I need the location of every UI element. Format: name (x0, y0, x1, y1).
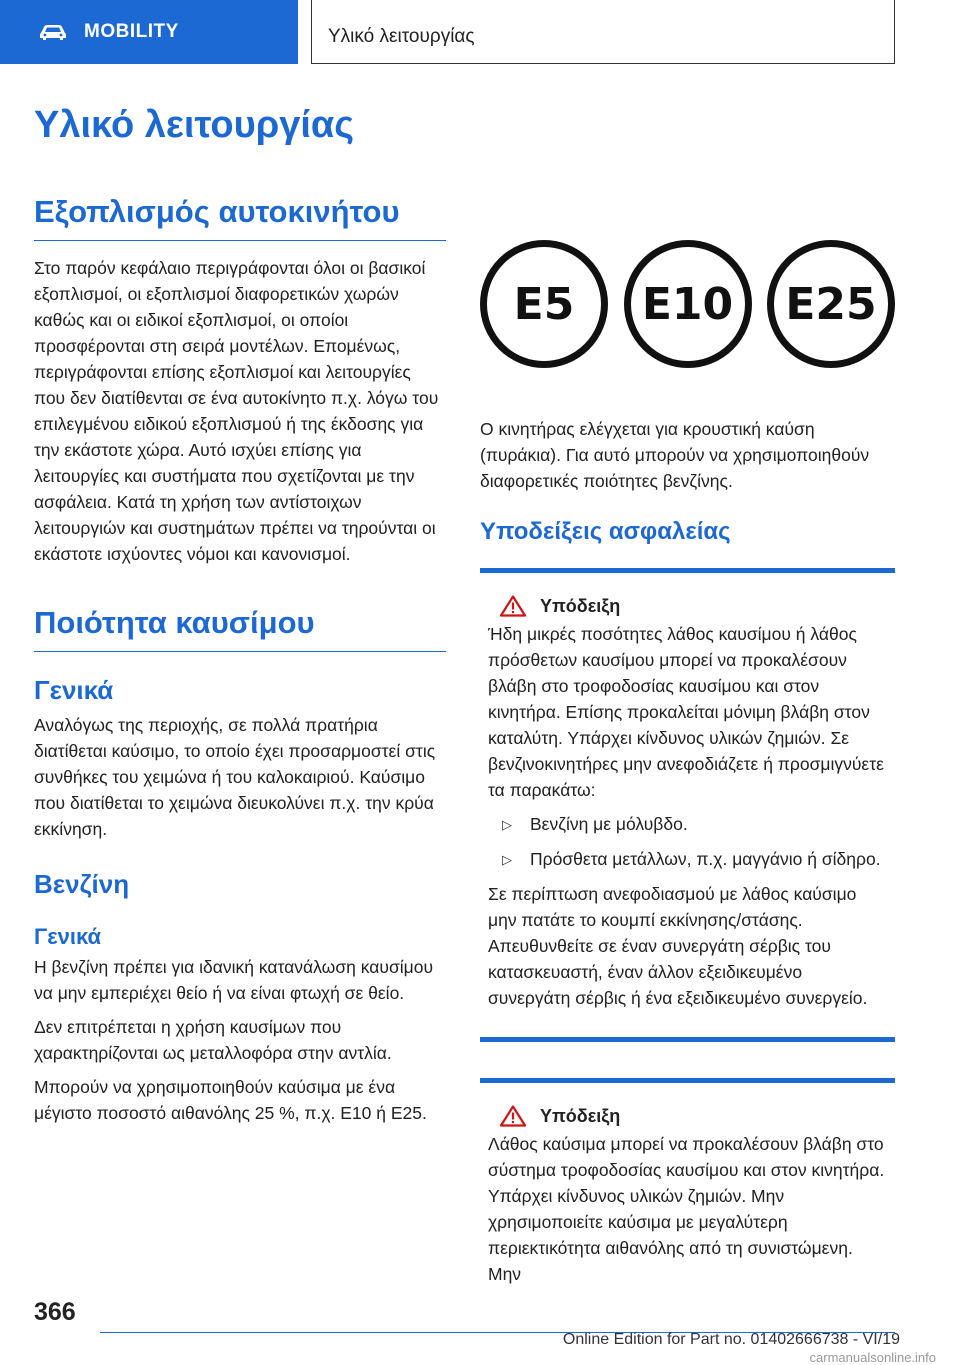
vehicle-equipment-text: Στο παρόν κεφάλαιο περιγράφονται όλοι οι βασικοί εξοπλισμοί, οι εξοπλισμοί διαφορετικών χωρών καθώς και οι ειδικοί εξοπλισμοί, οι οποίοι προσφέρονται στη σειρά μοντέλων. Επομένως, περιγράφονται επίσης εξοπλισμοί και λειτουργίες που δεν διατίθενται σε ένα αυτοκίνητο π.χ. λόγω του επιλεγμένου ειδικού εξοπλισμού ή της έκδοσης για την εκάστοτε χώρα. Αυτό ισχύει επίσης για λειτουργίες και συστήματα που σχετίζονται με την ασφάλεια. Κατά τη χρήση των αντίστοιχων λειτουργιών και συστημάτων πρέπει να τηρούνται οι εκάστοτε ισχύοντες νόμοι και κανονισμοί. (34, 258, 439, 564)
list-item: ▷ Βενζίνη με μόλυβδο. (502, 811, 887, 838)
page-number: 366 (34, 1298, 76, 1326)
warning-1-action-text: Σε περίπτωση ανεφοδιασμού με λάθος καύσιμο μην πατάτε το κουμπί εκκίνησης/στάσης. Απευθυνθείτε σε έναν συνεργάτη σέρβις του κατασκευαστή, έναν άλλον εξειδικευμένο συνεργάτη σέρβις ή ένα εξειδικευμένο συνεργείο. (488, 884, 868, 1008)
petrol-ethanol-text: Μπορούν να χρησιμοποιηθούν καύσιμα με ένα μέγιστο ποσοστό αιθανόλης 25 %, π.χ. E10 ή E25. (34, 1077, 427, 1123)
warning-2-title: Υπόδειξη (540, 1105, 621, 1126)
subheading-petrol: Βενζίνη (34, 869, 130, 899)
warning-triangle-icon (500, 1105, 526, 1127)
warning-box-1 (480, 568, 895, 1042)
left-column (34, 192, 446, 1134)
page-title: Υλικό λειτουργίας (34, 104, 355, 146)
section-title-vehicle-equipment: Εξοπλισμός αυτοκινήτου (34, 192, 446, 241)
footer-site-link[interactable]: carmanualsonline.info (809, 1350, 936, 1365)
triangle-bullet-icon: ▷ (502, 817, 512, 832)
warning-1-text: Ήδη μικρές ποσότητες λάθος καυσίμου ή λάθος πρόσθετων καυσίμου μπορεί να προκαλέσουν βλάβη στο τροφοδοσίας καυσίμου και στον κινητήρα. Επίσης προκαλείται μόνιμη βλάβη στον καταλύτη. Υπάρχει κίνδυνος υλικών ζημιών. Σε βενζινοκινητήρες μην ανεφοδιάζετε ή προσμιγνύετε τα παρακάτω: (488, 624, 884, 800)
car-icon (38, 23, 68, 41)
footer-edition: Online Edition for Part no. 01402666738 - VI/19 (562, 1331, 900, 1348)
list-item: ▷ Πρόσθετα μετάλλων, π.χ. μαγγάνιο ή σίδηρο. (502, 846, 887, 873)
petrol-metal-text: Δεν επιτρέπεται η χρήση καυσίμων που χαρακτηρίζονται ως μεταλλοφόρα στην αντλία. (34, 1017, 392, 1063)
header-section-title: Υλικό λειτουργίας (311, 0, 895, 64)
triangle-bullet-icon: ▷ (502, 852, 512, 867)
fuel-general-text: Αναλόγως της περιοχής, σε πολλά πρατήρια διατίθεται καύσιμο, το οποίο έχει προσαρμοστεί στις συνθήκες του χειμώνα ή του καλοκαιριού. Καύσιμο που διατίθεται το χειμώνα διευκολύνει π.χ. την κρύα εκκίνηση. (34, 715, 436, 839)
fuel-badge-e25: E25 (767, 240, 895, 368)
right-column (480, 192, 895, 1284)
fuel-badge-e5: E5 (480, 240, 608, 368)
knock-control-text: Ο κινητήρας ελέγχεται για κρουστική καύση (πυράκια). Για αυτό μπορούν να χρησιμοποιηθούν διαφορετικές ποιότητες βενζίνης. (480, 419, 870, 491)
warning-1-list (502, 811, 887, 873)
header-tab-label: MOBILITY (84, 21, 179, 42)
header-mobility-tab[interactable] (0, 0, 298, 64)
subheading-safety-notes: Υποδείξεις ασφαλείας (480, 518, 731, 545)
fuel-badge-e10: E10 (624, 240, 752, 368)
warning-box-2 (480, 1078, 895, 1284)
subheading-petrol-general: Γενικά (34, 924, 102, 949)
warning-1-title: Υπόδειξη (540, 595, 621, 616)
subheading-general: Γενικά (34, 675, 114, 705)
warning-triangle-icon (500, 595, 526, 617)
fuel-badges (480, 240, 895, 370)
section-title-fuel-quality: Ποιότητα καυσίμου (34, 603, 446, 652)
petrol-sulfur-text: Η βενζίνη πρέπει για ιδανική κατανάλωση καυσίμου να μην εμπεριέχει θείο ή να είναι φτωχή σε θείο. (34, 957, 434, 1003)
warning-2-text: Λάθος καύσιμα μπορεί να προκαλέσουν βλάβη στο σύστημα τροφοδοσίας καυσίμου και στον κινητήρα. Υπάρχει κίνδυνος υλικών ζημιών. Μην χρησιμοποιείτε καύσιμα με μεγαλύτερη περιεκτικότητα αιθανόλης από τη συνιστώμενη. Μην (488, 1134, 885, 1284)
